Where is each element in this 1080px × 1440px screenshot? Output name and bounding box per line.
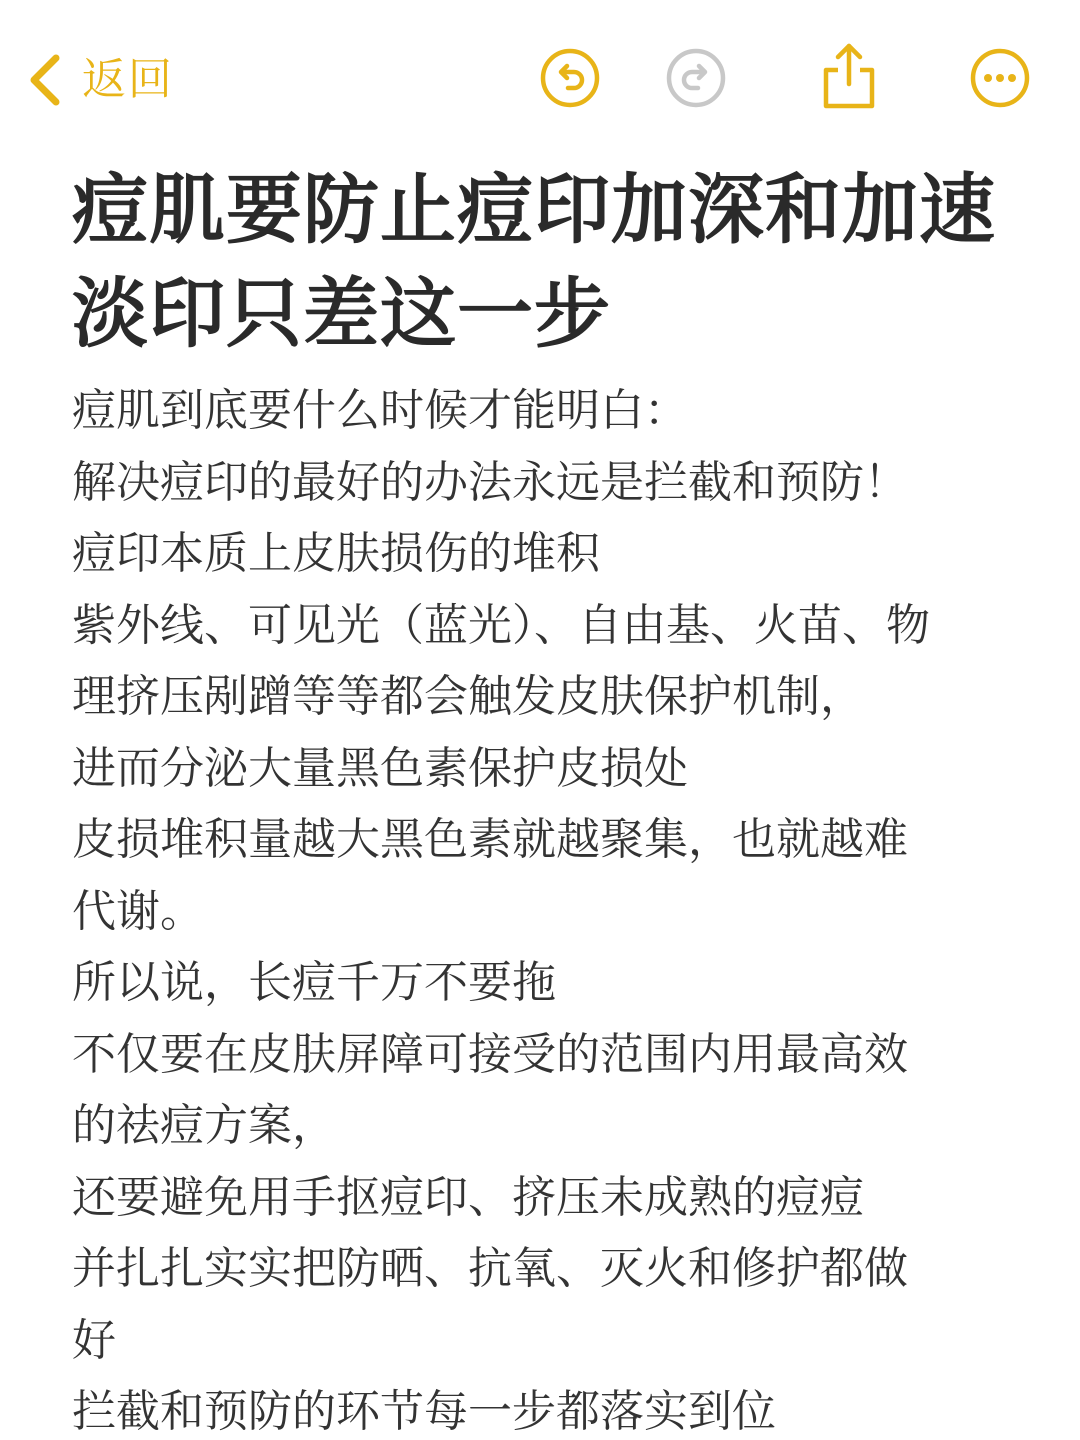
redo-icon[interactable]	[664, 46, 728, 110]
body-line: 进而分泌大量黑色素保护皮损处	[72, 742, 688, 794]
body-line: 还要避免用手抠痘印、挤压未成熟的痘痘	[72, 1171, 864, 1223]
chevron-left-icon	[22, 48, 74, 112]
note-title-line: 淡印只差这一步	[72, 269, 611, 358]
more-icon[interactable]	[968, 46, 1032, 110]
body-line: 代谢。	[72, 885, 204, 937]
body-line: 不仅要在皮肤屏障可接受的范围内用最高效	[72, 1028, 908, 1080]
back-label: 返回	[82, 54, 174, 105]
body-line: 理挤压剐蹭等等都会触发皮肤保护机制，	[72, 671, 864, 722]
body-line: 痘肌到底要什么时候才能明白：	[72, 385, 688, 436]
body-line: 解决痘印的最好的办法永远是拦截和预防！	[72, 456, 908, 508]
body-line: 并扎扎实实把防晒、抗氧、灭火和修护都做	[72, 1243, 908, 1294]
body-line: 好	[72, 1314, 116, 1366]
note-toolbar	[0, 0, 1080, 150]
undo-icon[interactable]	[538, 46, 602, 110]
body-line: 皮损堆积量越大黑色素就越聚集，也就越难	[72, 814, 908, 865]
share-icon[interactable]	[816, 40, 882, 112]
body-line: 的祛痘方案，	[72, 1100, 336, 1151]
body-line: 所以说，长痘千万不要拖	[72, 957, 556, 1008]
note-title-line: 痘肌要防止痘印加深和加速	[72, 165, 996, 254]
note-body[interactable]	[72, 375, 1012, 1440]
body-line: 拦截和预防的环节每一步都落实到位	[72, 1386, 776, 1437]
note-title[interactable]	[72, 158, 1022, 366]
body-line: 痘印本质上皮肤损伤的堆积	[72, 528, 600, 579]
back-button[interactable]	[22, 48, 174, 112]
body-line: 紫外线、可见光（蓝光）、自由基、火苗、物	[72, 599, 930, 651]
